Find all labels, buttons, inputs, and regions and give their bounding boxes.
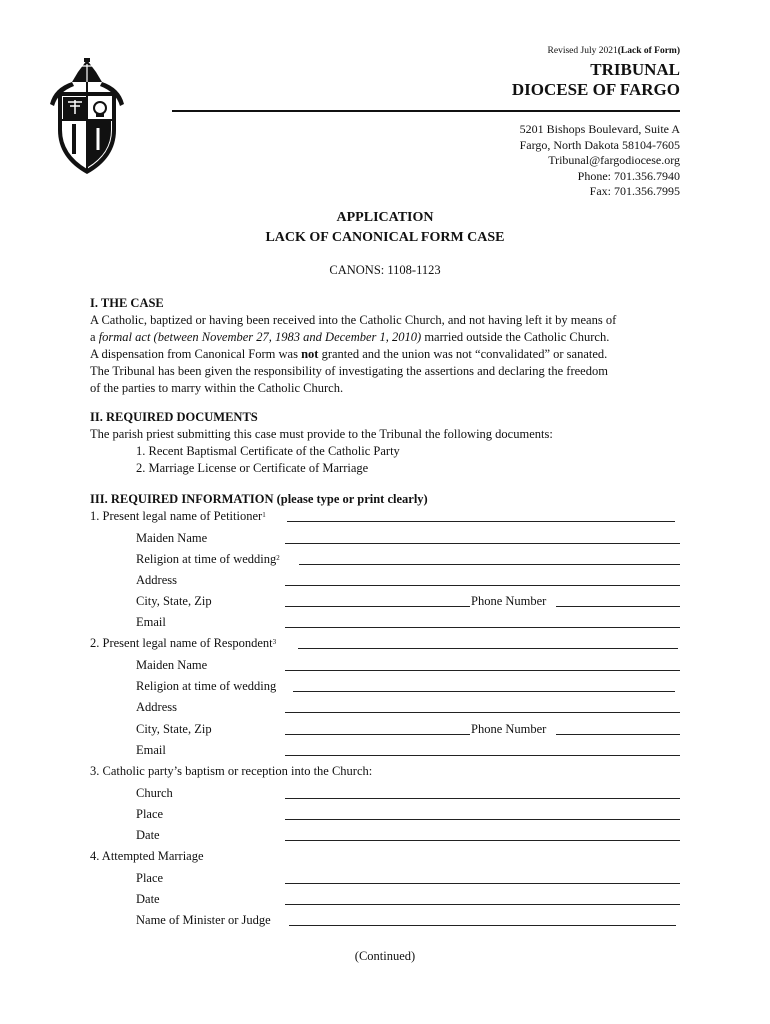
documents-intro: The parish priest submitting this case must provide to the Tribunal the following documents:: [90, 427, 553, 441]
field-label: 4. Attempted Marriage: [90, 849, 204, 863]
field-label: Place: [136, 807, 164, 821]
case-line: of the parties to marry within the Catholic Church.: [90, 381, 344, 395]
diocese-crest-logo: [44, 58, 130, 176]
petitioner-email-field[interactable]: [285, 614, 680, 628]
field-label: Name of Minister or Judge: [136, 913, 271, 927]
respondent-email-row: [90, 742, 690, 759]
respondent-email-field[interactable]: [285, 742, 680, 756]
field-label: [90, 508, 266, 525]
formal-act-dates: formal act (between November 27, 1983 and December 1, 2010): [98, 330, 422, 344]
case-type-heading: LACK OF CANONICAL FORM CASE: [265, 230, 505, 245]
respondent-name-field[interactable]: [298, 635, 678, 649]
section-title: II. REQUIRED DOCUMENTS: [90, 410, 258, 424]
field-label: City, State, Zip: [136, 594, 212, 608]
marriage-place-field[interactable]: [285, 870, 680, 884]
address-city: Fargo, North Dakota 58104-7605: [519, 137, 680, 152]
petitioner-name-field[interactable]: [287, 508, 675, 522]
petitioner-maiden-row: [90, 530, 690, 547]
contact-address: [520, 122, 680, 200]
field-label: Maiden Name: [136, 658, 208, 672]
application-heading: APPLICATION: [336, 210, 434, 225]
section-required-documents: [90, 409, 690, 477]
marriage-minister-row: [90, 912, 690, 929]
petitioner-address-field[interactable]: [285, 572, 680, 586]
petitioner-maiden-field[interactable]: [285, 530, 680, 544]
field-label: Email: [136, 615, 166, 629]
field-label: Address: [136, 573, 177, 587]
field-label: [136, 551, 280, 568]
text: married outside the Catholic Church.: [421, 330, 610, 344]
case-line: [90, 346, 690, 363]
respondent-religion-field[interactable]: [293, 678, 675, 692]
field-label: Email: [136, 743, 166, 757]
field-label: Phone Number: [471, 722, 547, 736]
respondent-maiden-field[interactable]: [285, 657, 680, 671]
address-phone: Phone: 701.356.7940: [577, 168, 680, 183]
field-label: Phone Number: [471, 594, 547, 608]
address-street: 5201 Bishops Boulevard, Suite A: [519, 122, 680, 136]
emphasis-not: not: [301, 347, 319, 361]
field-label: Address: [136, 700, 177, 714]
respondent-address-row: [90, 699, 690, 716]
baptism-date-field[interactable]: [285, 827, 680, 841]
field-label: Religion at time of wedding: [136, 679, 277, 693]
field-label: Church: [136, 786, 173, 800]
baptism-date-row: [90, 827, 690, 844]
petitioner-city-row: [90, 593, 690, 610]
section-title: III. REQUIRED INFORMATION (please type or print clearly): [90, 492, 428, 506]
text: a: [90, 330, 99, 344]
petitioner-city-field[interactable]: [285, 593, 470, 607]
field-label: Maiden Name: [136, 531, 208, 545]
attempted-marriage-heading-row: [90, 848, 690, 865]
marriage-date-row: [90, 891, 690, 908]
field-label: Date: [136, 828, 160, 842]
respondent-city-row: [90, 721, 690, 738]
field-label: 3. Catholic party’s baptism or reception into the Church:: [90, 764, 373, 778]
text: granted and the union was not “convalidated” or sanated.: [318, 347, 608, 361]
case-line: A Catholic, baptized or having been received into the Catholic Church, and not having left it by means of: [90, 313, 617, 327]
marriage-place-row: [90, 870, 690, 887]
field-label: Place: [136, 871, 164, 885]
label-text: Religion at time of wedding: [136, 552, 277, 566]
revision-tag: (Lack of Form): [617, 46, 680, 56]
document-item: 1. Recent Baptismal Certificate of the Catholic Party: [136, 444, 400, 458]
tribunal-title: TRIBUNAL: [590, 60, 680, 79]
marriage-minister-field[interactable]: [289, 912, 676, 926]
respondent-city-field[interactable]: [285, 721, 470, 735]
diocese-title: DIOCESE OF FARGO: [511, 80, 680, 99]
baptism-church-field[interactable]: [285, 785, 680, 799]
petitioner-email-row: [90, 614, 690, 631]
section-the-case: [90, 295, 690, 397]
respondent-maiden-row: [90, 657, 690, 674]
footnote-ref: 2: [276, 554, 280, 562]
text: A dispensation from Canonical Form was: [90, 347, 302, 361]
field-label: City, State, Zip: [136, 722, 212, 736]
revision-date: Revised July 2021: [547, 46, 618, 56]
field-label: Date: [136, 892, 160, 906]
respondent-religion-row: [90, 678, 690, 695]
canons-reference: CANONS: 1108-1123: [329, 263, 441, 277]
footnote-ref: 1: [262, 511, 266, 519]
respondent-name-row: [90, 635, 690, 652]
petitioner-phone-field[interactable]: [556, 593, 680, 607]
baptism-church-row: [90, 785, 690, 802]
label-text: 1. Present legal name of Petitioner: [90, 509, 263, 523]
baptism-heading-row: [90, 763, 690, 780]
case-line: [90, 329, 690, 346]
header-rule: [172, 110, 680, 112]
field-label: [90, 635, 276, 652]
respondent-phone-field[interactable]: [556, 721, 680, 735]
case-line: The Tribunal has been given the responsibility of investigating the assertions and declaring the freedom: [90, 364, 608, 378]
marriage-date-field[interactable]: [285, 891, 680, 905]
document-item: 2. Marriage License or Certificate of Marriage: [136, 461, 369, 475]
petitioner-religion-field[interactable]: [299, 551, 680, 565]
petitioner-religion-row: [90, 551, 690, 568]
petitioner-name-row: [90, 508, 690, 525]
revision-note: [548, 46, 680, 56]
continued-note: (Continued): [354, 949, 416, 963]
respondent-address-field[interactable]: [285, 699, 680, 713]
label-text: 2. Present legal name of Respondent: [90, 636, 273, 650]
baptism-place-field[interactable]: [285, 806, 680, 820]
address-email: Tribunal@fargodiocese.org: [548, 153, 680, 168]
footnote-ref: 3: [272, 638, 277, 646]
section-title: I. THE CASE: [90, 296, 164, 310]
address-fax: Fax: 701.356.7995: [589, 184, 680, 199]
baptism-place-row: [90, 806, 690, 823]
petitioner-address-row: [90, 572, 690, 589]
